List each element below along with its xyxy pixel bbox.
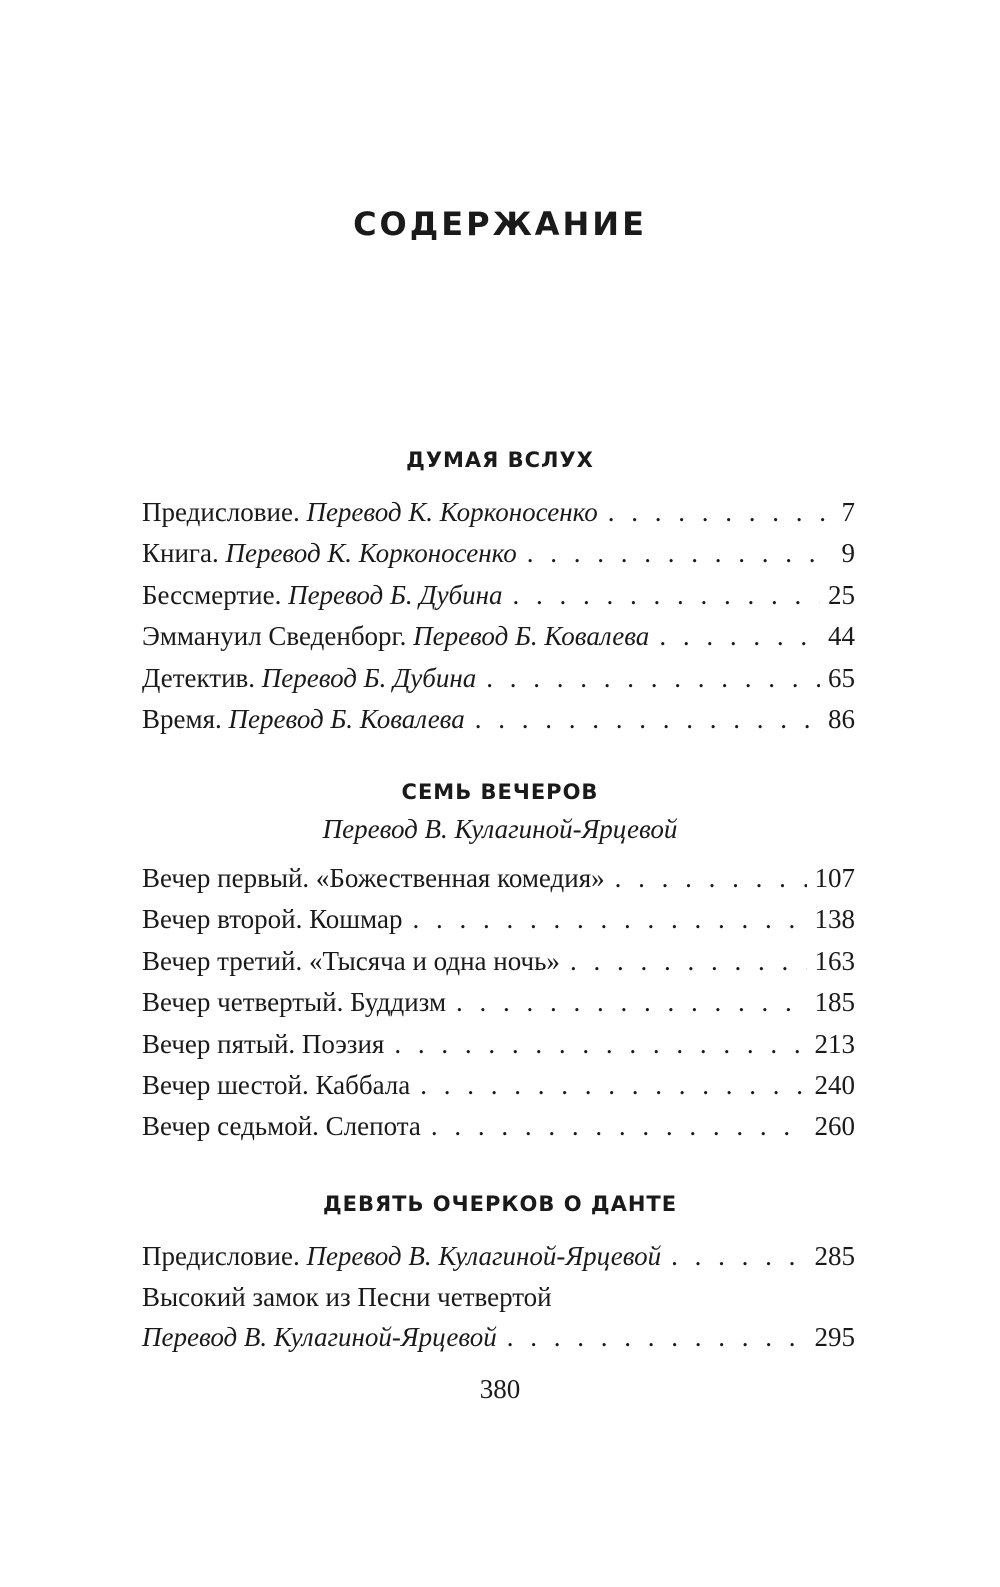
toc-entry-title: Вечер третий. «Тысяча и одна ночь» <box>142 945 560 976</box>
dot-leader <box>570 941 807 982</box>
dot-leader <box>394 1024 806 1065</box>
toc-entry-page: 163 <box>814 945 855 976</box>
dot-leader <box>475 699 820 740</box>
dot-leader <box>659 616 820 657</box>
toc-entry[interactable] <box>142 492 855 533</box>
toc-entry-translator: Перевод Б. Ковалева <box>228 703 465 734</box>
dot-leader <box>615 858 807 899</box>
section-heading-nine-dantesque-essays: ДЕВЯТЬ ОЧЕРКОВ О ДАНТЕ <box>322 1192 678 1216</box>
dot-leader <box>420 1065 806 1106</box>
toc-entry-title: Вечер пятый. Поэзия <box>142 1028 385 1059</box>
toc-entry-page: 213 <box>814 1028 855 1059</box>
toc-entry-translator: Перевод К. Корконосенко <box>306 497 598 527</box>
dot-leader <box>608 492 834 533</box>
page-number: 380 <box>479 1374 521 1404</box>
toc-entry-title: Детектив. Перевод Б. Дубина <box>142 662 477 693</box>
toc-entry-title: Вечер четвертый. Буддизм <box>142 987 447 1018</box>
toc-entry-page: 240 <box>814 1069 855 1100</box>
toc-entry[interactable] <box>142 1277 855 1357</box>
section-heading-seven-nights: СЕМЬ ВЕЧЕРОВ <box>401 780 599 804</box>
toc-entry-title: Предисловие. Перевод К. Корконосенко <box>142 497 598 527</box>
toc-entry-title: Вечер второй. Кошмар <box>142 904 403 935</box>
toc-entry-page: 185 <box>814 987 855 1018</box>
toc-entry[interactable] <box>142 1106 855 1147</box>
toc-section-thinking-aloud <box>142 492 855 740</box>
dot-leader <box>431 1106 807 1147</box>
toc-section-nine-dantesque-essays <box>142 1236 855 1357</box>
toc-entry-title: Время. Перевод Б. Ковалева <box>142 703 465 734</box>
toc-entry[interactable] <box>142 575 855 616</box>
toc-entry[interactable] <box>142 658 855 699</box>
dot-leader <box>486 658 820 699</box>
toc-entry[interactable] <box>142 1065 855 1106</box>
toc-entry-page: 285 <box>814 1241 855 1271</box>
section-heading-thinking-aloud: ДУМАЯ ВСЛУХ <box>406 448 594 472</box>
toc-section-seven-nights <box>142 858 855 1148</box>
toc-entry[interactable] <box>142 699 855 740</box>
toc-entry-translator: Перевод Б. Дубина <box>261 662 477 693</box>
toc-entry[interactable] <box>142 616 855 657</box>
toc-entry-page: 7 <box>841 497 855 527</box>
toc-entry-page: 260 <box>814 1111 855 1142</box>
toc-entry-title: Бессмертие. Перевод Б. Дубина <box>142 579 503 610</box>
toc-entry-page: 107 <box>814 863 855 893</box>
toc-entry-page: 44 <box>828 621 855 652</box>
toc-entry[interactable] <box>142 533 855 574</box>
toc-entry[interactable] <box>142 982 855 1023</box>
toc-entry-title: Вечер шестой. Каббала <box>142 1069 411 1100</box>
toc-entry-title: Вечер седьмой. Слепота <box>142 1111 421 1142</box>
toc-entry[interactable] <box>142 941 855 982</box>
toc-entry-title: Вечер первый. «Божественная комедия» <box>142 863 605 893</box>
toc-entry-translator: Перевод В. Кулагиной-Ярцевой <box>306 1241 662 1271</box>
toc-entry-page: 295 <box>814 1322 855 1353</box>
dot-leader <box>671 1236 806 1277</box>
toc-entry-translator: Перевод Б. Дубина <box>288 579 503 610</box>
toc-entry-translator: Перевод Б. Ковалева <box>413 621 650 652</box>
dot-leader <box>513 575 820 616</box>
toc-entry-title: Предисловие. Перевод В. Кулагиной-Ярцевой <box>142 1241 662 1271</box>
toc-entry-page: 65 <box>828 662 855 693</box>
dot-leader <box>412 899 806 940</box>
toc-entry-page: 86 <box>828 703 855 734</box>
toc-entry-page: 138 <box>814 904 855 935</box>
toc-entry[interactable] <box>142 1024 855 1065</box>
toc-entry-title: Книга. Перевод К. Корконосенко <box>142 538 517 569</box>
section-subheading-translator: Перевод В. Кулагиной-Ярцевой <box>322 814 678 844</box>
page-title: СОДЕРЖАНИЕ <box>353 205 647 244</box>
toc-entry-translator: Перевод К. Корконосенко <box>225 538 517 569</box>
dot-leader <box>456 982 806 1023</box>
dot-leader <box>507 1317 807 1357</box>
toc-entry[interactable] <box>142 899 855 940</box>
toc-entry-page: 25 <box>828 579 855 610</box>
dot-leader <box>527 533 834 574</box>
toc-entry-title: Высокий замок из Песни четвертой <box>142 1282 552 1313</box>
toc-entry-title: Эммануил Сведенборг. Перевод Б. Ковалева <box>142 621 650 652</box>
toc-entry[interactable] <box>142 858 855 899</box>
toc-entry-page: 9 <box>841 538 855 569</box>
toc-entry[interactable] <box>142 1236 855 1277</box>
toc-entry-translator: Перевод В. Кулагиной-Ярцевой <box>142 1322 497 1353</box>
